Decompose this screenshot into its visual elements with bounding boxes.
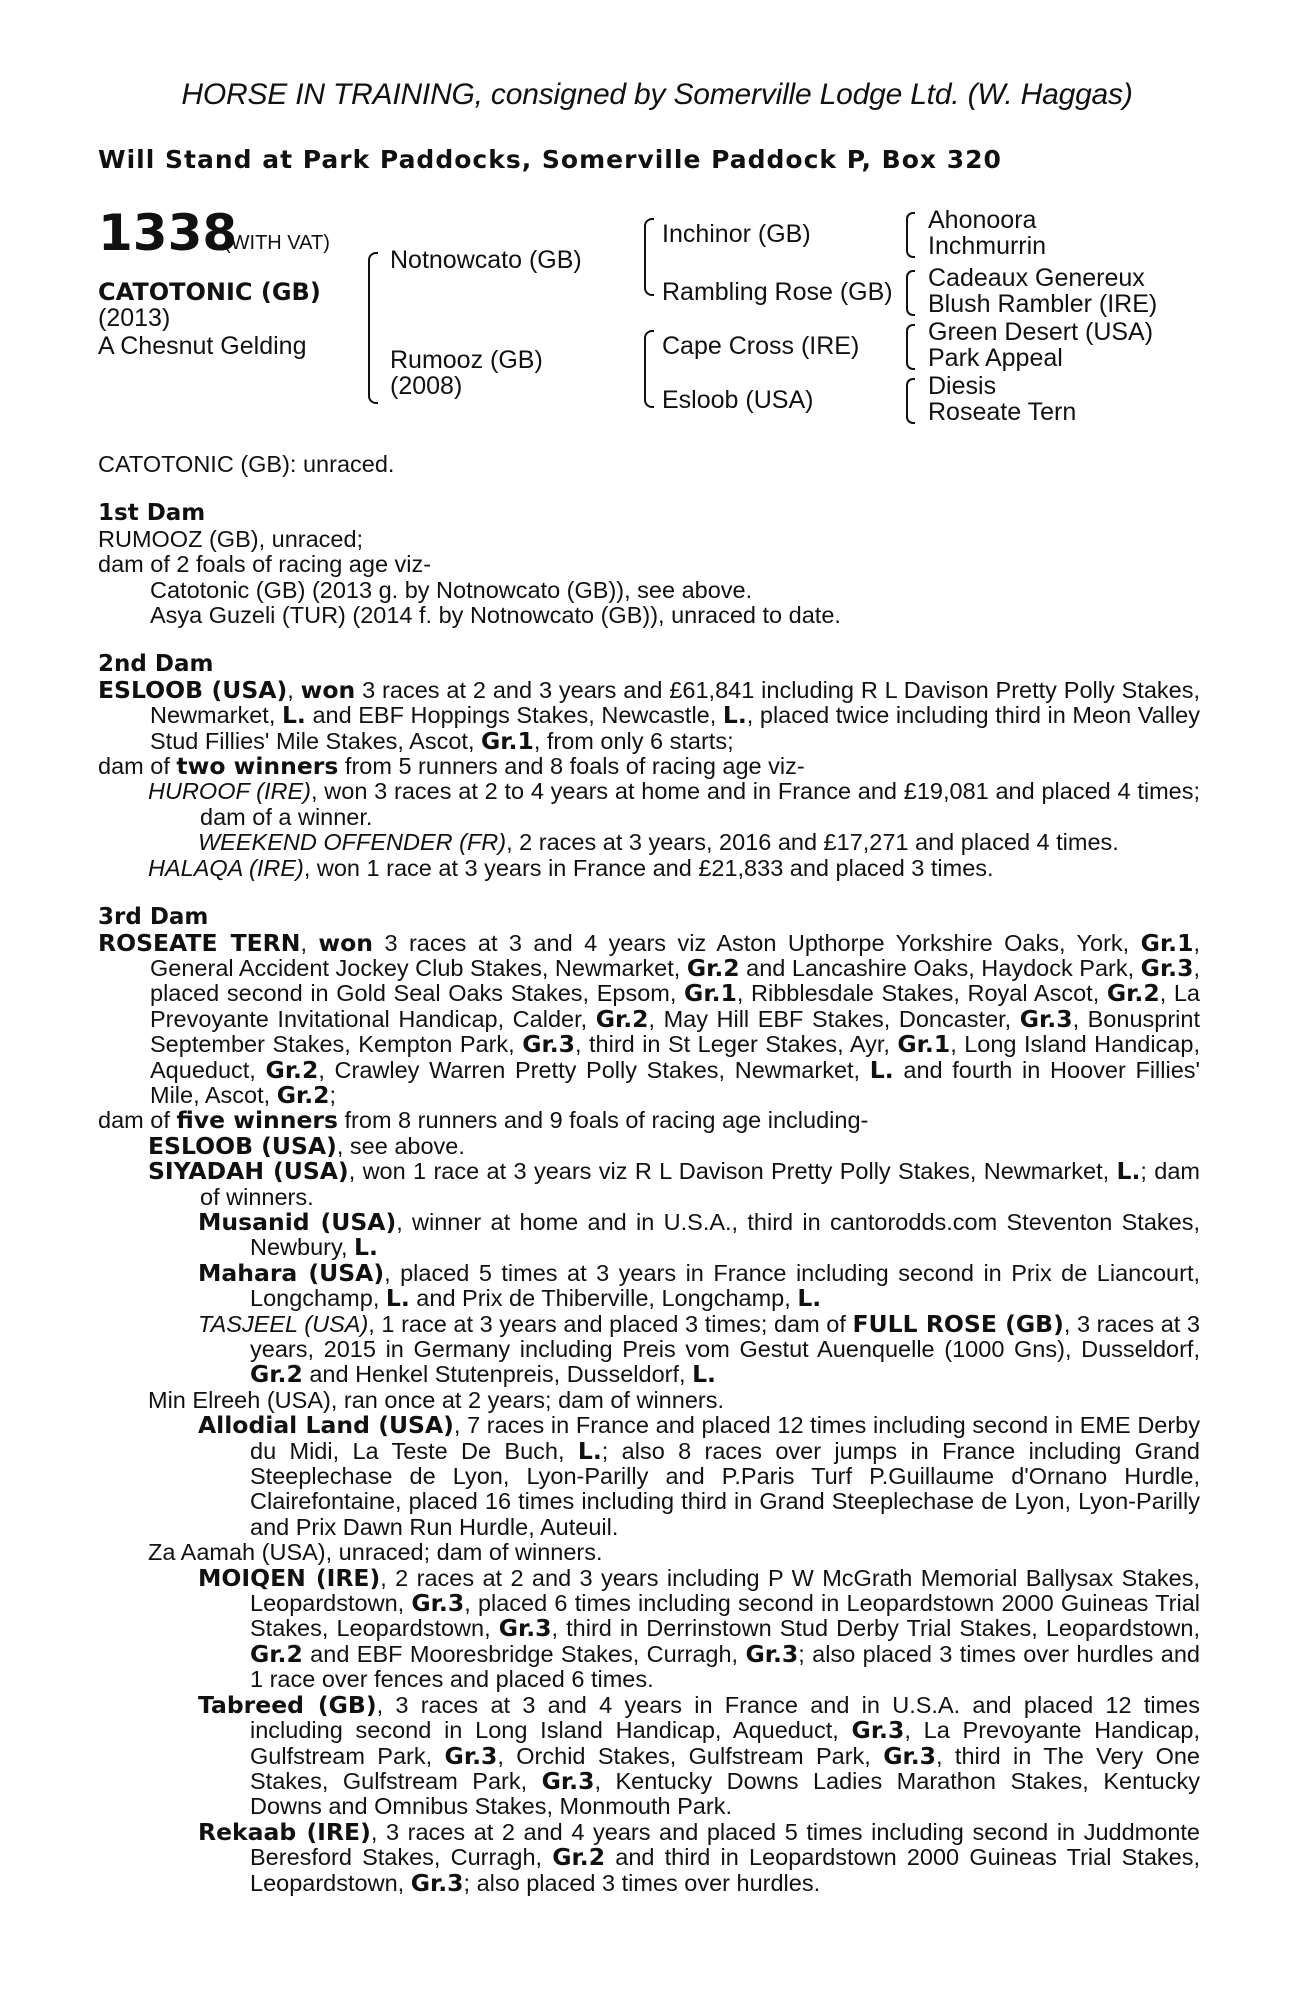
produce-entry: Min Elreeh (USA), ran once at 2 years; dam of winners.	[148, 1386, 724, 1413]
first-dam-foals: dam of 2 foals of racing age viz-	[98, 551, 432, 578]
produce-entry: MOIQEN (IRE), 2 races at 2 and 3 years including P W McGrath Memorial Ballysax Stakes, Leopardstown, Gr.3, placed 6 times including second in Leopardstown 2000 Guineas Trial Stakes, Leopardstown, Gr.3, third in Derrinstown Stud Derby Trial Stakes, Leopardstown, Gr.2 and EBF Mooresbridge Stakes, Curragh, Gr.3; also placed 3 times over hurdles and 1 race over fences and placed 6 times.	[198, 1563, 1201, 1693]
third-dam-heading: 3rd Dam	[98, 904, 209, 931]
second-dam-heading: 2nd Dam	[98, 651, 214, 678]
brace	[368, 252, 378, 404]
sire-sire: Inchinor (GB)	[662, 220, 811, 248]
granddam-2: Blush Rambler (IRE)	[928, 290, 1158, 318]
produce-entry: ESLOOB (USA), see above.	[148, 1131, 465, 1160]
produce-entry: TASJEEL (USA), 1 race at 3 years and placed 3 times; dam of FULL ROSE (GB), 3 races at 3 years, 2015 in Germany including Preis vom Gestut Auenquelle (1000 Gns), Dusseldorf, Gr.2 and Henkel Stutenpreis, Dusseldorf, L.	[198, 1309, 1200, 1389]
produce-entry: HUROOF (IRE), won 3 races at 2 to 4 years at home and in France and £19,081 and placed 4 times; dam of a winner.	[148, 778, 1200, 830]
granddam-4: Roseate Tern	[928, 398, 1077, 426]
catalogue-body	[98, 452, 1200, 1896]
produce-entry: SIYADAH (USA), won 1 race at 3 years viz R L Davison Pretty Polly Stakes, Newmarket, L.; dam of winners.	[148, 1157, 1201, 1210]
dam: Rumooz (GB)	[390, 346, 543, 374]
first-dam-line: RUMOOZ (GB), unraced;	[98, 525, 364, 552]
foal-entry: Catotonic (GB) (2013 g. by Notnowcato (GB)), see above.	[150, 576, 753, 603]
produce-entry: Za Aamah (USA), unraced; dam of winners.	[148, 1539, 603, 1566]
third-dam-produce: dam of five winners from 8 runners and 9 foals of racing age including-	[98, 1106, 869, 1135]
dam-year: (2008)	[390, 372, 463, 400]
brace	[906, 324, 915, 370]
foal-entry: Asya Guzeli (TUR) (2014 f. by Notnowcato (GB)), unraced to date.	[150, 602, 841, 629]
produce-entry: HALAQA (IRE), won 1 race at 3 years in France and £21,833 and placed 3 times.	[148, 854, 994, 881]
brace	[906, 270, 915, 316]
brace	[644, 330, 654, 408]
horse-year: (2013)	[98, 304, 171, 332]
dam-sire: Cape Cross (IRE)	[662, 332, 860, 360]
produce-entry: Mahara (USA), placed 5 times at 3 years in France including second in Prix de Liancourt, Longchamp, L. and Prix de Thiberville, Longchamp, L.	[198, 1258, 1200, 1313]
granddam-1: Inchmurrin	[928, 232, 1047, 260]
brace	[644, 218, 654, 296]
granddam-3: Park Appeal	[928, 344, 1063, 372]
grandsire-1: Ahonoora	[928, 206, 1037, 234]
brace	[906, 378, 915, 424]
sire: Notnowcato (GB)	[390, 246, 582, 274]
vat-note: (WITH VAT)	[224, 232, 330, 254]
produce-entry: Rekaab (IRE), 3 races at 2 and 4 years and placed 5 times including second in Juddmonte Beresford Stakes, Curragh, Gr.2 and third in Leopardstown 2000 Guineas Trial Stakes, Leopardstown, Gr.3; also placed 3 times over hurdles.	[198, 1817, 1200, 1897]
grandsire-3: Green Desert (USA)	[928, 318, 1154, 346]
second-dam-produce: dam of two winners from 5 runners and 8 foals of racing age viz-	[98, 752, 805, 781]
lot-number: 1338	[98, 204, 238, 262]
horse-description: A Chesnut Gelding	[98, 332, 307, 360]
first-dam-heading: 1st Dam	[98, 500, 206, 527]
produce-entry: Allodial Land (USA), 7 races in France and placed 12 times including second in EME Derby du Midi, La Teste De Buch, L.; also 8 races over jumps in France including Grand Steeplechase de Lyon, Lyon-Parilly and P.Paris Turf P.Guillaume d'Ornano Hurdle, Clairefontaine, placed 16 times including third in Grand Steeplechase de Lyon, Lyon-Parilly and Prix Dawn Run Hurdle, Auteuil.	[198, 1411, 1201, 1540]
dam-dam: Esloob (USA)	[662, 386, 814, 414]
produce-entry: WEEKEND OFFENDER (FR), 2 races at 3 years, 2016 and £17,271 and placed 4 times.	[198, 829, 1119, 856]
horse-name: CATOTONIC (GB)	[98, 278, 321, 306]
race-record: CATOTONIC (GB): unraced.	[98, 451, 395, 477]
produce-entry: Tabreed (GB), 3 races at 3 and 4 years in France and in U.S.A. and placed 12 times including second in Long Island Handicap, Aqueduct, Gr.3, La Prevoyante Handicap, Gulfstream Park, Gr.3, Orchid Stakes, Gulfstream Park, Gr.3, third in The Very One Stakes, Gulfstream Park, Gr.3, Kentucky Downs Ladies Marathon Stakes, Kentucky Downs and Omnibus Stakes, Monmouth Park.	[198, 1690, 1201, 1820]
produce-entry: Musanid (USA), winner at home and in U.S.A., third in cantorodds.com Steventon Stakes, Newbury, L.	[198, 1207, 1200, 1262]
grandsire-2: Cadeaux Genereux	[928, 264, 1145, 292]
consignment-header: HORSE IN TRAINING, consigned by Somerville Lodge Ltd. (W. Haggas)	[181, 78, 1133, 111]
sire-dam: Rambling Rose (GB)	[662, 278, 893, 306]
grandsire-4: Diesis	[928, 372, 997, 400]
stand-location: Will Stand at Park Paddocks, Somerville Paddock P, Box 320	[98, 145, 1002, 174]
third-dam-entry: ROSEATE TERN, won 3 races at 3 and 4 years viz Aston Upthorpe Yorkshire Oaks, York, Gr.1, General Accident Jockey Club Stakes, Newmarket, Gr.2 and Lancashire Oaks, Haydock Park, Gr.3, placed second in Gold Seal Oaks Stakes, Epsom, Gr.1, Ribblesdale Stakes, Royal Ascot, Gr.2, La Prevoyante Invitational Handicap, Calder, Gr.2, May Hill EBF Stakes, Doncaster, Gr.3, Bonusprint September Stakes, Kempton Park, Gr.3, third in St Leger Stakes, Ayr, Gr.1, Long Island Handicap, Aqueduct, Gr.2, Crawley Warren Pretty Polly Stakes, Newmarket, L. and fourth in Hoover Fillies' Mile, Ascot, Gr.2;	[98, 928, 1201, 1109]
brace	[906, 212, 915, 258]
second-dam-entry: ESLOOB (USA), won 3 races at 2 and 3 years and £61,841 including R L Davison Pretty Polly Stakes, Newmarket, L. and EBF Hoppings Stakes, Newcastle, L., placed twice including third in Meon Valley Stud Fillies' Mile Stakes, Ascot, Gr.1, from only 6 starts;	[98, 675, 1200, 755]
